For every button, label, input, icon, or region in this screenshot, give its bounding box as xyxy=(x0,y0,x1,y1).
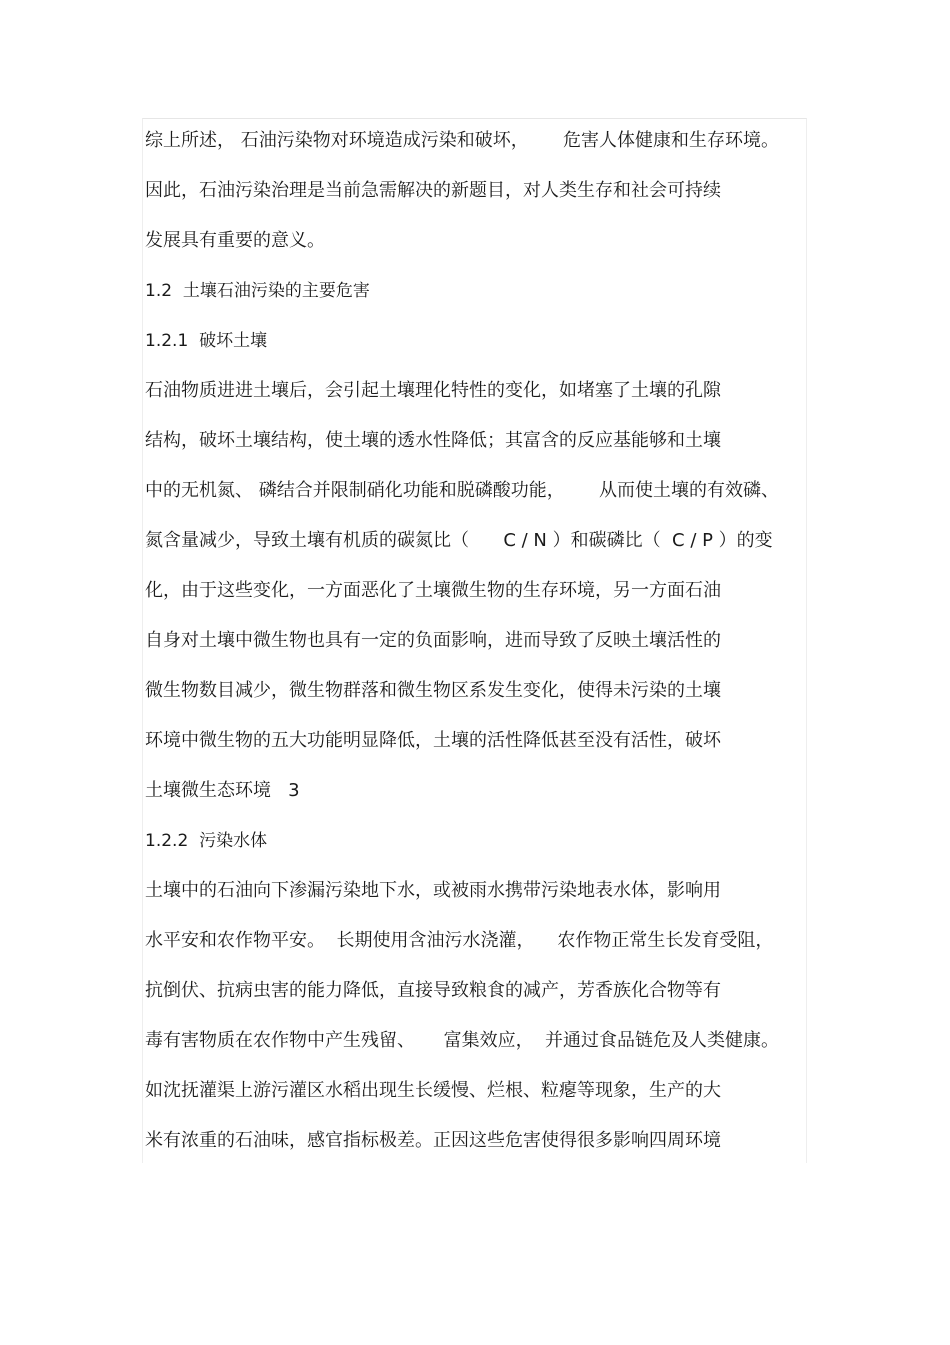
paragraph-line: 中的无机氮、 磷结合并限制硝化功能和脱磷酸功能， 从而使土壤的有效磷、 xyxy=(145,480,780,501)
subsection-heading: 1.2.1 破坏土壤 xyxy=(145,331,268,351)
paragraph-line: 结构，破坏土壤结构，使土壤的透水性降低；其富含的反应基能够和土壤 xyxy=(145,430,721,451)
paragraph-line: 氮含量减少，导致土壤有机质的碳氮比（ C / N ）和碳磷比（ C / P ）的变 xyxy=(145,530,773,551)
paragraph-line: 如沈抚灌渠上游污灌区水稻出现生长缓慢、烂根、粒瘪等现象，生产的大 xyxy=(145,1080,721,1101)
paragraph-line: 化，由于这些变化，一方面恶化了土壤微生物的生存环境，另一方面石油 xyxy=(145,580,721,601)
subsection-heading: 1.2.2 污染水体 xyxy=(145,831,268,851)
paragraph-line: 土壤中的石油向下渗漏污染地下水，或被雨水携带污染地表水体，影响用 xyxy=(145,880,721,901)
paragraph-line: 发展具有重要的意义。 xyxy=(145,230,325,251)
paragraph-line: 石油物质进进土壤后，会引起土壤理化特性的变化，如堵塞了土壤的孔隙 xyxy=(145,380,721,401)
paragraph-line: 米有浓重的石油味，感官指标极差。正因这些危害使得很多影响四周环境 xyxy=(145,1130,721,1151)
paragraph-line: 土壤微生态环境 3 xyxy=(145,780,300,801)
paragraph-line: 毒有害物质在农作物中产生残留、 富集效应， 并通过食品链危及人类健康。 xyxy=(145,1030,780,1051)
paragraph-line: 环境中微生物的五大功能明显降低，土壤的活性降低甚至没有活性，破坏 xyxy=(145,730,721,751)
paragraph-line: 水平安和农作物平安。 长期使用含油污水浇灌， 农作物正常生长发育受阻， xyxy=(145,930,774,951)
document-body xyxy=(145,122,805,1172)
paragraph-line: 自身对土壤中微生物也具有一定的负面影响，进而导致了反映土壤活性的 xyxy=(145,630,721,651)
paragraph-line: 综上所述， 石油污染物对环境造成污染和破坏， 危害人体健康和生存环境。 xyxy=(145,130,780,151)
section-heading: 1.2 土壤石油污染的主要危害 xyxy=(145,281,370,301)
paragraph-line: 抗倒伏、抗病虫害的能力降低，直接导致粮食的减产，芳香族化合物等有 xyxy=(145,980,721,1001)
paragraph-line: 微生物数目减少，微生物群落和微生物区系发生变化，使得未污染的土壤 xyxy=(145,680,721,701)
paragraph-line: 因此，石油污染治理是当前急需解决的新题目，对人类生存和社会可持续 xyxy=(145,180,721,201)
